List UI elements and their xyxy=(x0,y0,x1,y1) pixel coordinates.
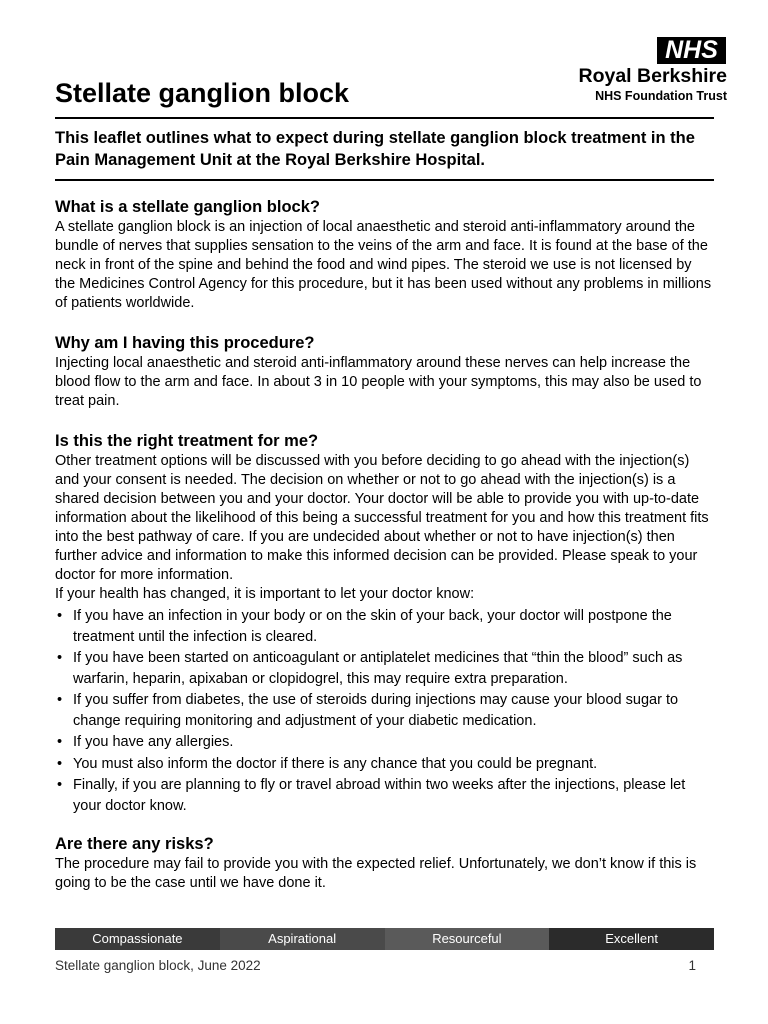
page-title: Stellate ganglion block xyxy=(55,78,350,108)
section-heading: Is this the right treatment for me? xyxy=(55,432,319,450)
list-item: • Finally, if you are planning to fly or travel abroad within two weeks after the injections, please let your doctor know. xyxy=(55,775,714,816)
value-resourceful: Resourceful xyxy=(385,928,550,950)
value-excellent: Excellent xyxy=(549,928,714,950)
section-what-is xyxy=(55,196,714,313)
trust-values-bar xyxy=(55,928,714,950)
page-number: 1 xyxy=(688,958,696,973)
intro-summary: This leaflet outlines what to expect during stellate ganglion block treatment in the Pain Management Unit at the Royal Berkshire Hospital. xyxy=(55,129,695,169)
footer-document-info: Stellate ganglion block, June 2022 xyxy=(55,958,261,973)
health-change-list xyxy=(55,606,714,816)
main-content xyxy=(55,196,714,912)
section-body-intro-list: If your health has changed, it is important to let your doctor know: xyxy=(55,586,475,602)
section-body: Injecting local anaesthetic and steroid anti-inflammatory around these nerves can help increase the blood flow to the arm and face. In about 3 in 10 people with your symptoms, this may also be used to treat pain. xyxy=(55,355,702,409)
list-item: • If you have any allergies. xyxy=(55,732,714,753)
intro-divider xyxy=(55,179,714,181)
list-item: • If you have been started on anticoagulant or antiplatelet medicines that “thin the blood” such as warfarin, heparin, apixaban or clopidogrel, this may require extra preparation. xyxy=(55,648,714,689)
section-body: Other treatment options will be discussed with you before deciding to go ahead with the injection(s) and your consent is needed. The decision on whether or not to go ahead with the injection(s) is a shared decision between you and your doctor. Your doctor will be able to provide you with up-to-date information about the likelihood of this being a successful treatment for you and how this treatment fits into the best pathway of care. If you are undecided about whether or not to have injection(s) then further advice and information to make this informed decision can be provided. Please speak to your doctor for more information. xyxy=(55,453,709,583)
value-compassionate: Compassionate xyxy=(55,928,220,950)
list-item: • If you have an infection in your body or on the skin of your back, your doctor will postpone the treatment until the infection is cleared. xyxy=(55,606,714,647)
section-body: A stellate ganglion block is an injection of local anaesthetic and steroid anti-inflammatory around the bundle of nerves that supplies sensation to the veins of the arm and face. It is found at the base of the neck in front of the spine and behind the food and wind pipes. The steroid we use is not licensed by the Medicines Control Agency for this procedure, but it has been used without any problems in millions of patients worldwide. xyxy=(55,219,712,311)
list-item: • You must also inform the doctor if there is any chance that you could be pregnant. xyxy=(55,754,714,775)
nhs-logo: NHS xyxy=(657,37,726,64)
trust-subtitle: NHS Foundation Trust xyxy=(595,89,727,103)
trust-name: Royal Berkshire xyxy=(578,65,727,87)
section-right-treatment xyxy=(55,430,714,816)
section-risks xyxy=(55,833,714,893)
section-heading: Are there any risks? xyxy=(55,835,214,853)
section-heading: What is a stellate ganglion block? xyxy=(55,198,320,216)
title-divider xyxy=(55,117,714,119)
section-heading: Why am I having this procedure? xyxy=(55,334,315,352)
section-body: The procedure may fail to provide you with the expected relief. Unfortunately, we don’t know if this is going to be the case until we have done it. xyxy=(55,856,697,891)
leaflet-page xyxy=(55,0,727,1024)
value-aspirational: Aspirational xyxy=(220,928,385,950)
list-item: • If you suffer from diabetes, the use of steroids during injections may cause your blood sugar to change requiring monitoring and adjustment of your diabetic medication. xyxy=(55,690,714,731)
section-why xyxy=(55,332,714,411)
